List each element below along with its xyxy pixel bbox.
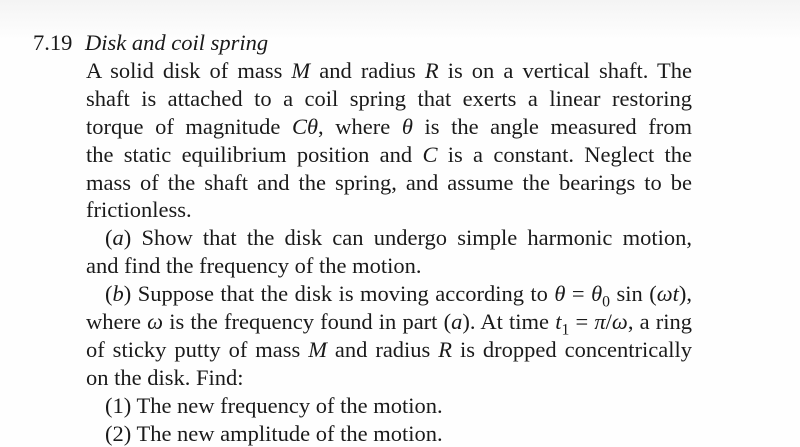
text-line: torque of magnitude Cθ, where θ is the angle measured from xyxy=(86,113,693,139)
part-a-line: (a) Show that the disk can undergo simple harmonic motion, xyxy=(105,225,692,251)
text-line: frictionless. xyxy=(86,197,192,223)
text-line: mass of the shaft and the spring, and assume the bearings to be xyxy=(86,169,692,195)
text-line: where ω is the frequency found in part (a). At time $t_1 = \pi/\omega$, a ring xyxy=(86,309,692,339)
text-line: A solid disk of mass M and radius R is on a vertical shaft. The xyxy=(86,58,692,83)
text-line: on the disk. Find: xyxy=(86,364,244,390)
text-line: of sticky putty of mass M and radius R is dropped concentrically xyxy=(86,336,693,362)
part-b-line: (b) Suppose that the disk is moving according to $\theta = \theta_0$ sin (ωt), xyxy=(105,281,692,311)
text-line: and find the frequency of the motion. xyxy=(86,253,422,279)
problem-number: 7.19 xyxy=(33,30,73,55)
problem-text xyxy=(86,57,692,447)
problem-heading xyxy=(33,29,268,57)
text-line: the static equilibrium position and C is a constant. Neglect the xyxy=(86,141,692,167)
text-line: shaft is attached to a coil spring that exerts a linear restoring xyxy=(86,85,692,111)
problem-title: Disk and coil spring xyxy=(85,30,269,55)
question-2-line: (2) The new amplitude of the motion. xyxy=(105,420,443,446)
question-1-line: (1) The new frequency of the motion. xyxy=(105,392,443,418)
